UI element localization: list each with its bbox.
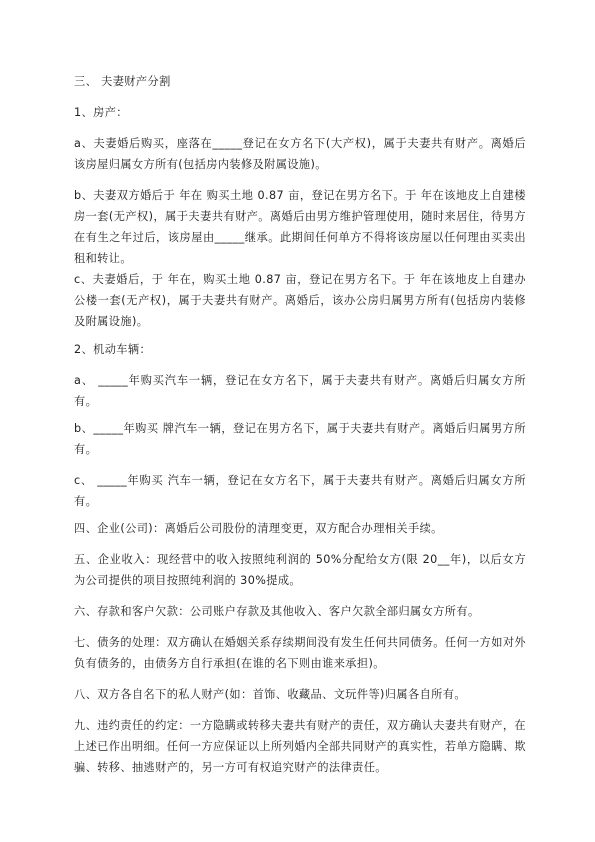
clause-company-income: 五、企业收入：现经营中的收入按照纯利润的 50%分配给女方(限 20__年)，以后女方为公司提供的项目按照纯利润的 30%提成。: [74, 553, 526, 587]
clause-breach-liability: 九、违约责任的约定：一方隐瞒或转移夫妻共有财产的责任，双方确认夫妻共有财产，在上述已作出明细。任何一方应保证以上所列婚内全部共同财产的真实性，若单方隐瞒、欺骗、转移、抽逃财产的，另一方可有权追究财产的法律责任。: [74, 719, 526, 774]
clause-real-estate-c: c、夫妻婚后，于 年在，购买土地 0.87 亩，登记在男方名下。于 年在该地皮上自建办公楼一套(无产权)，属于夫妻共有财产。离婚后，该办公房归属男方所有(包括房内装修及附属设施)。: [74, 273, 526, 328]
subheading-vehicles: 2、机动车辆：: [74, 343, 152, 356]
section-heading-property-division: 三、 夫妻财产分割: [74, 75, 171, 88]
clause-real-estate-a: a、夫妻婚后购买，座落在_____登记在女方名下(大产权)，属于夫妻共有财产。离婚后该房屋归属女方所有(包括房内装修及附属设施)。: [74, 137, 526, 171]
clause-company: 四、企业(公司)：离婚后公司股份的清理变更，双方配合办理相关手续。: [74, 522, 443, 535]
clause-deposits: 六、存款和客户欠款：公司账户存款及其他收入、客户欠款全部归属女方所有。: [74, 605, 480, 618]
subheading-real-estate: 1、房产：: [74, 106, 128, 119]
clause-personal-property: 八、双方各自名下的私人财产(如：首饰、收藏品、文玩件等)归属各自所有。: [74, 688, 466, 701]
clause-debts: 七、债务的处理：双方确认在婚姻关系存续期间没有发生任何共同债务。任何一方如对外负有债务的，由债务方自行承担(在谁的名下则由谁来承担)。: [74, 636, 526, 670]
clause-vehicle-c: c、 _____年购买 汽车一辆，登记在女方名下，属于夫妻共有财产。离婚后归属女方所有。: [74, 474, 526, 508]
clause-vehicle-a: a、 _____年购买汽车一辆，登记在女方名下，属于夫妻共有财产。离婚后归属女方所有。: [74, 374, 526, 408]
clause-real-estate-b: b、夫妻双方婚后于 年在 购买土地 0.87 亩，登记在男方名下。于 年在该地皮上自建楼房一套(无产权)，属于夫妻共有财产。离婚后由男方维护管理使用，随时来居住，待男方在有生之年过后，该房屋由_____继承。此期间任何单方不得将该房屋以任何理由买卖出租和转让。: [74, 189, 526, 265]
clause-vehicle-b: b、_____年购买 牌汽车一辆，登记在男方名下，属于夫妻共有财产。离婚后归属男方所有。: [74, 422, 526, 456]
